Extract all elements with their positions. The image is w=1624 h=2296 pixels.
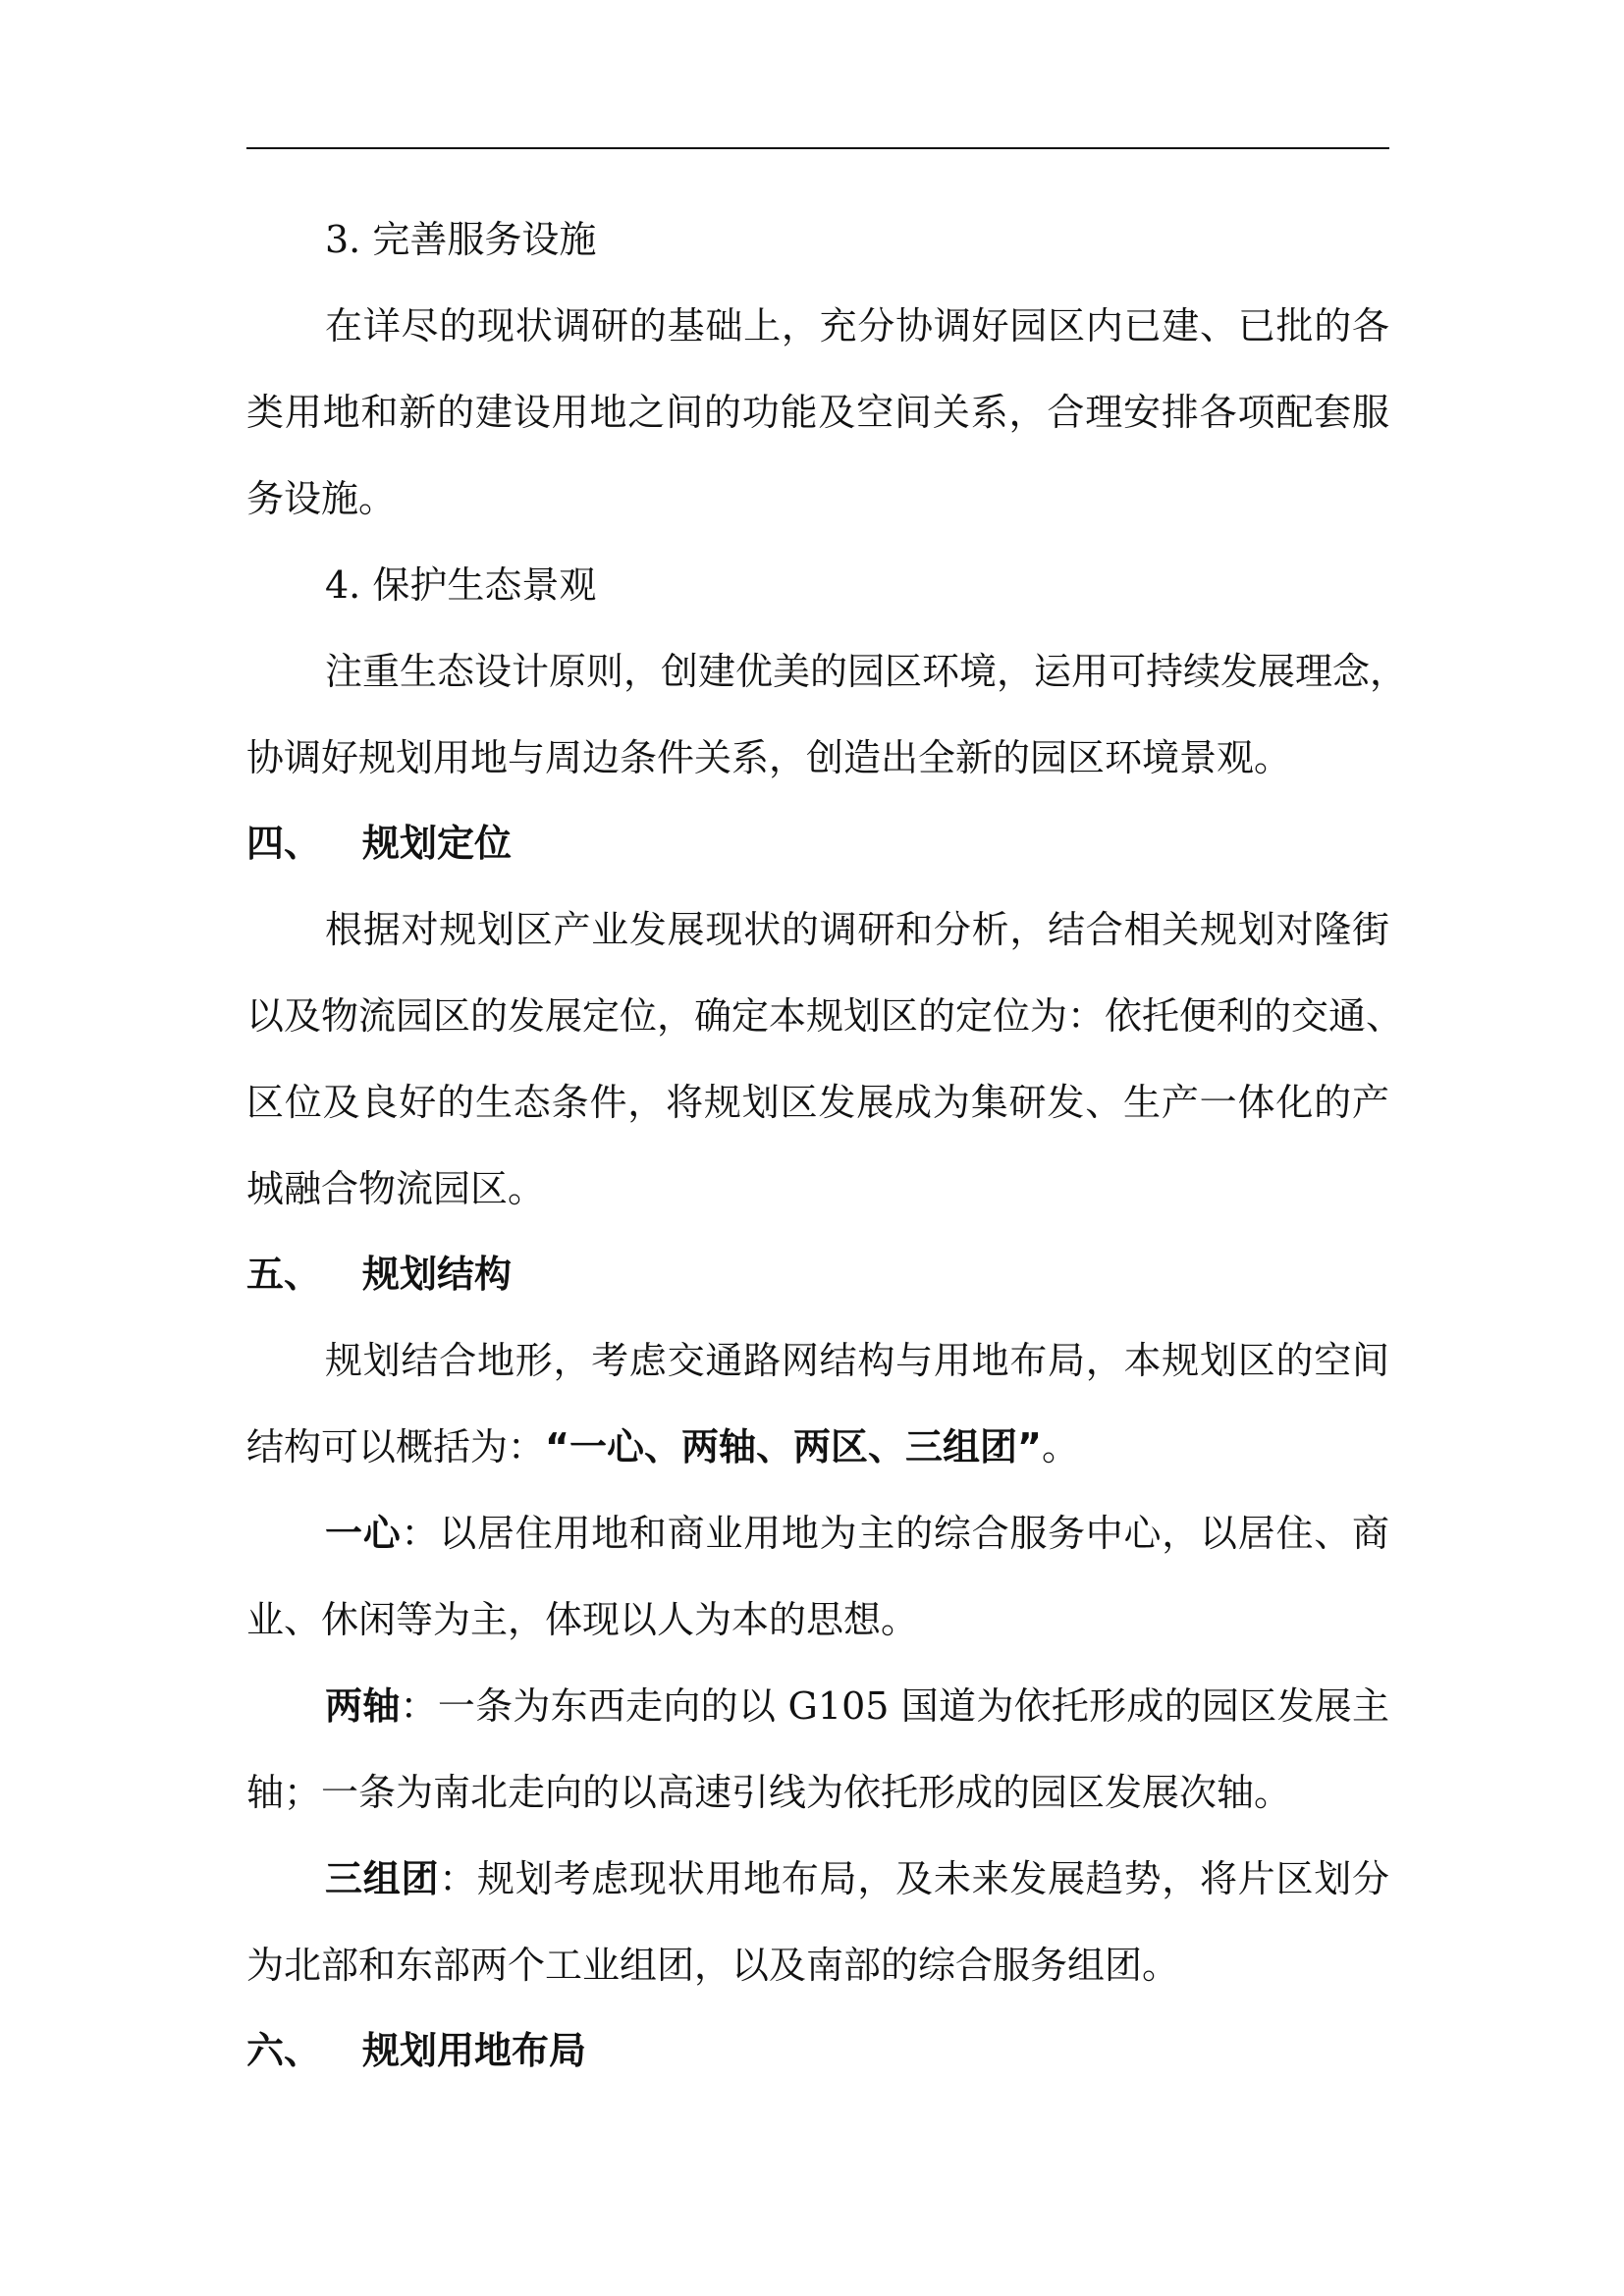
paragraph-line (325, 1684, 1389, 1728)
text-run: ：以居住用地和商业用地为主的综合服务中心，以居住、商 (401, 1512, 1389, 1555)
heading-text: 规划结构 (362, 1253, 513, 1296)
paragraph-line: 务设施。 (246, 477, 397, 520)
section-heading-4 (246, 822, 512, 865)
heading-number: 六、 (246, 2029, 322, 2072)
heading-number: 四、 (246, 822, 322, 865)
term-label: 两轴 (325, 1684, 401, 1728)
text-run: ：一条为东西走向的以 G105 国道为依托形成的园区发展主 (400, 1684, 1389, 1728)
subsection-title-3: 3. 完善服务设施 (325, 218, 597, 261)
paragraph-line (246, 1425, 1389, 1468)
paragraph-line: 类用地和新的建设用地之间的功能及空间关系，合理安排各项配套服 (246, 391, 1389, 434)
heading-number: 五、 (246, 1253, 322, 1296)
term-label: 三组团 (325, 1857, 440, 1900)
section-heading-5 (246, 1253, 512, 1296)
paragraph-line (325, 1857, 1389, 1900)
paragraph-line (325, 1512, 1389, 1555)
paragraph-line: 以及物流园区的发展定位，确定本规划区的定位为：依托便利的交通、 (246, 994, 1404, 1038)
text-run: 。 (1041, 1425, 1079, 1468)
paragraph-line: 轴；一条为南北走向的以高速引线为依托形成的园区发展次轴。 (246, 1771, 1292, 1814)
paragraph-line: 协调好规划用地与周边条件关系，创造出全新的园区环境景观。 (246, 736, 1292, 779)
text-run: 结构可以概括为： (246, 1425, 546, 1468)
paragraph-line: 区位及良好的生态条件，将规划区发展成为集研发、生产一体化的产 (246, 1081, 1389, 1124)
paragraph-line: 业、休闲等为主，体现以人为本的思想。 (246, 1598, 919, 1641)
paragraph-line: 根据对规划区产业发展现状的调研和分析，结合相关规划对隆街 (325, 908, 1389, 951)
paragraph-line: 规划结合地形，考虑交通路网结构与用地布局，本规划区的空间 (325, 1339, 1389, 1382)
heading-text: 规划用地布局 (362, 2029, 587, 2072)
term-label: 一心 (325, 1512, 402, 1555)
paragraph-line: 在详尽的现状调研的基础上，充分协调好园区内已建、已批的各 (325, 304, 1389, 347)
paragraph-line: 城融合物流园区。 (246, 1167, 546, 1210)
structure-summary: “一心、两轴、两区、三组团” (545, 1425, 1042, 1468)
heading-text: 规划定位 (362, 822, 513, 865)
section-heading-6 (246, 2029, 586, 2072)
subsection-title-4: 4. 保护生态景观 (325, 563, 597, 607)
header-rule (246, 147, 1389, 149)
text-run: ：规划考虑现状用地布局，及未来发展趋势，将片区划分 (439, 1857, 1389, 1900)
paragraph-line: 注重生态设计原则，创建优美的园区环境，运用可持续发展理念， (325, 650, 1408, 693)
paragraph-line: 为北部和东部两个工业组团，以及南部的综合服务组团。 (246, 1944, 1180, 1987)
